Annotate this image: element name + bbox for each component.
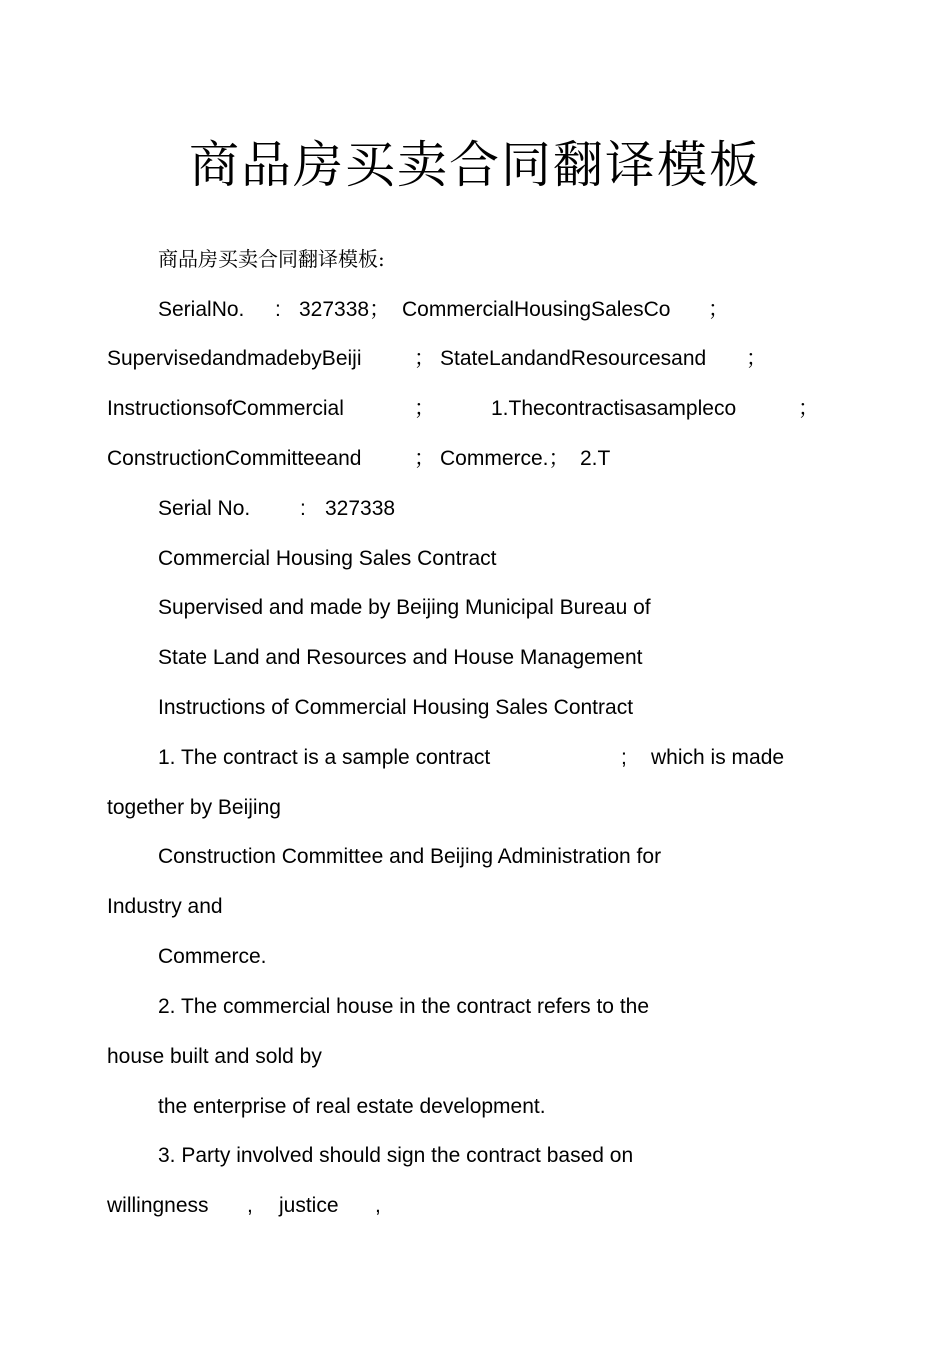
item-3-comma: , [375,1194,381,1217]
item-2-line-1: 2. The commercial house in the contract refers to the [158,995,650,1018]
summary-semicolon: ； [414,447,435,470]
item-1-line-2: together by Beijing [107,796,281,819]
summary-state-land: StateLandandResourcesand [440,347,707,370]
item-1-semicolon: ; [621,746,627,769]
item-1-line-1 [0,743,950,773]
summary-semicolon: ； [746,347,767,370]
summary-instructions: InstructionsofCommercial [107,397,344,420]
item-1-continued: which is made [651,746,785,769]
intro-line: 商品房买卖合同翻译模板: [158,247,385,271]
summary-semicolon: ； [708,298,729,321]
item-2-line-3: the enterprise of real estate development. [158,1095,546,1118]
serial-colon: : [300,497,306,520]
summary-serial-label: SerialNo. [158,298,245,321]
item-1-line-5: Commerce. [158,945,267,968]
summary-contract-name: CommercialHousingSalesCo [402,298,671,321]
summary-serial-number: 327338； [299,298,391,321]
item-3-line-1: 3. Party involved should sign the contract based on [158,1144,634,1167]
supervised-line-2: State Land and Resources and House Management [158,646,643,669]
summary-commerce: Commerce.； [440,447,570,470]
item-1-line-3: Construction Committee and Beijing Administration for [158,845,662,868]
serial-label: Serial No. [158,497,251,520]
item-2-line-2: house built and sold by [107,1045,322,1068]
item-3-willingness: willingness [107,1194,209,1217]
serial-number: 327338 [325,497,396,520]
summary-row-3 [0,394,950,424]
item-1-line-4: Industry and [107,895,223,918]
summary-semicolon: ； [414,397,435,420]
item-3-line-2 [0,1191,950,1221]
summary-supervised: SupervisedandmadebyBeiji [107,347,362,370]
summary-row-1 [0,295,950,325]
item-1-text: 1. The contract is a sample contract [158,746,491,769]
item-3-comma: , [247,1194,253,1217]
supervised-line-1: Supervised and made by Beijing Municipal Bureau of [158,596,651,619]
document-title: 商品房买卖合同翻译模板 [189,136,761,194]
summary-construction: ConstructionCommitteeand [107,447,362,470]
summary-contract-sample: 1.Thecontractisasampleco [491,397,737,420]
instructions-heading: Instructions of Commercial Housing Sales Contract [158,696,634,719]
summary-semicolon: ； [414,347,435,370]
serial-row [0,494,950,524]
summary-serial-colon: : [275,298,281,321]
contract-name: Commercial Housing Sales Contract [158,547,497,570]
item-3-justice: justice [279,1194,339,1217]
summary-semicolon: ； [798,397,819,420]
summary-item-2: 2.T [580,447,611,470]
summary-row-2 [0,344,950,374]
summary-row-4 [0,444,950,474]
